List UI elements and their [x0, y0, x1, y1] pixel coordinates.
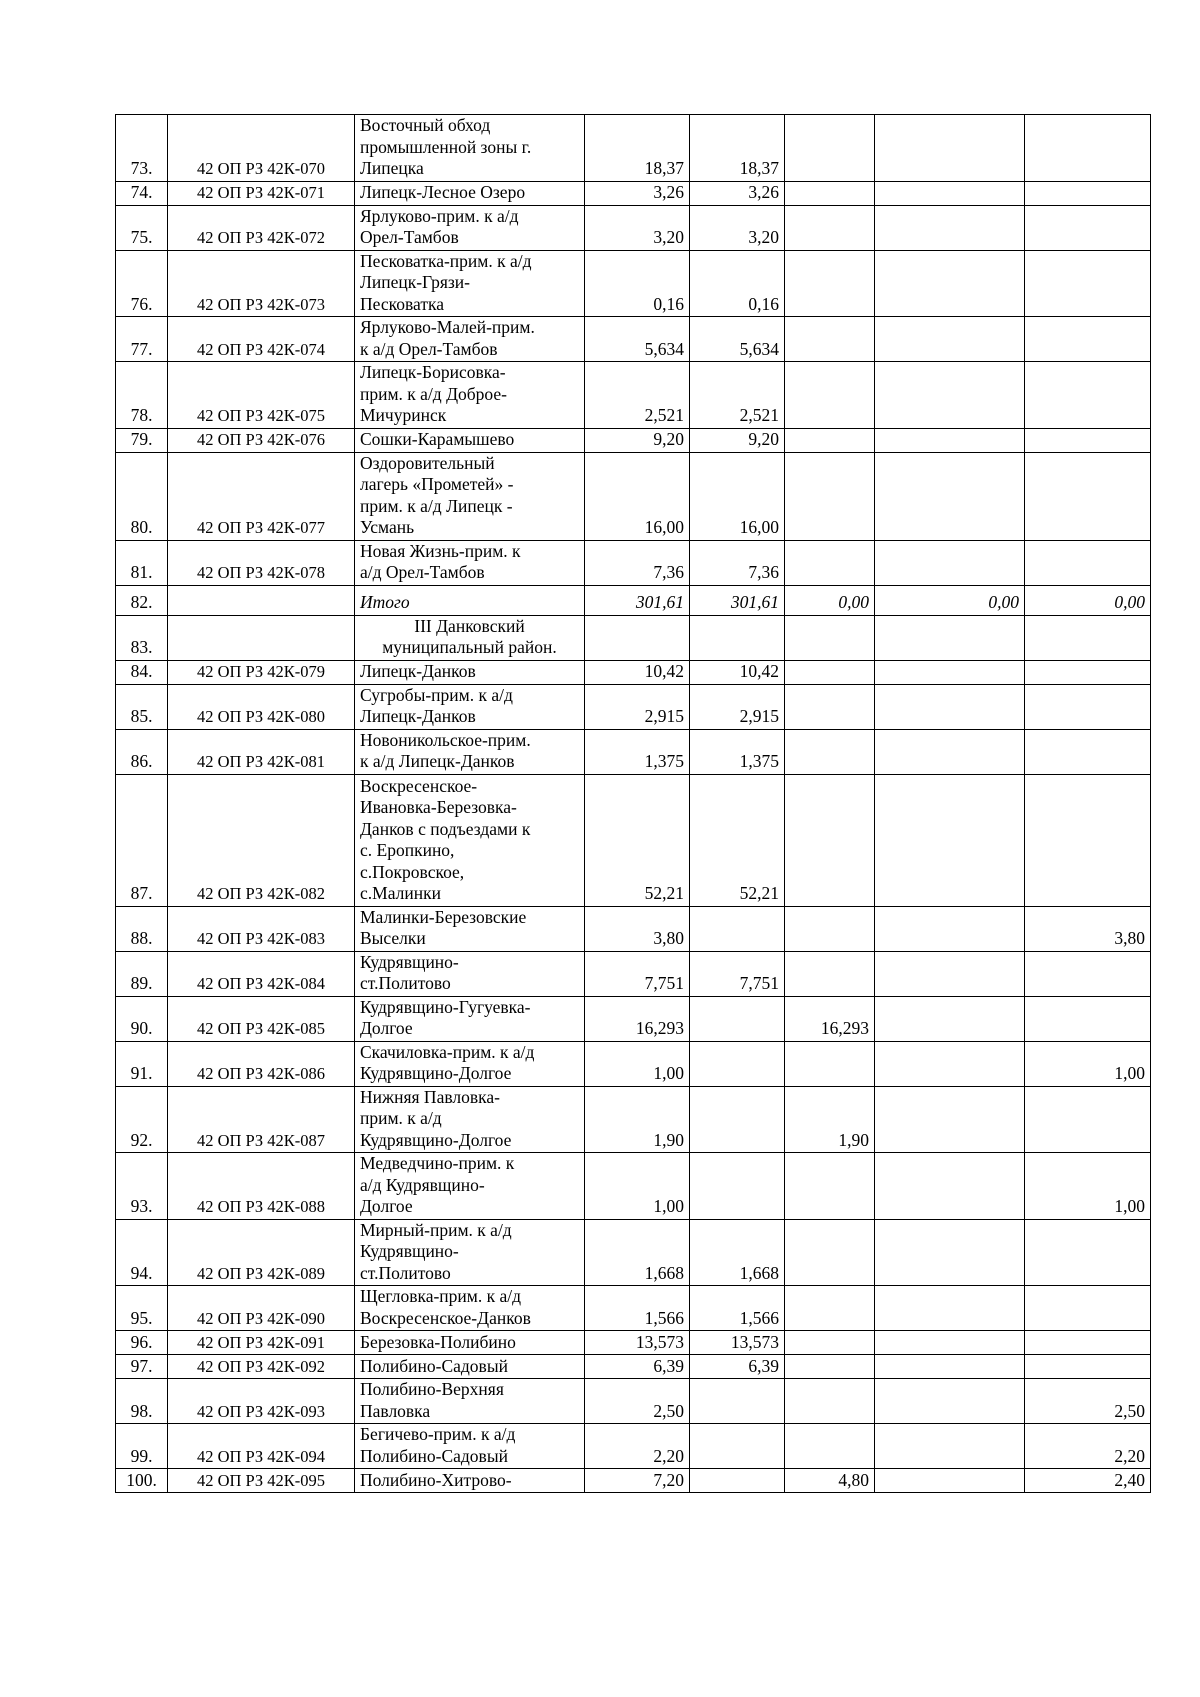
total-length-cell: 1,375 [585, 729, 690, 774]
length-col4-cell: 1,00 [1025, 1153, 1151, 1220]
table-row [116, 585, 1151, 615]
road-code-cell: 42 ОП РЗ 42К-077 [168, 452, 355, 540]
length-col4-cell [1025, 362, 1151, 429]
total-length-cell: 0,16 [585, 250, 690, 317]
row-number-cell: 91. [116, 1041, 168, 1086]
road-name-cell: Мирный-прим. к а/д Кудрявщино- ст.Политово [355, 1219, 585, 1286]
road-name-cell: Полибино-Хитрово- [355, 1469, 585, 1493]
total-length-cell: 1,566 [585, 1286, 690, 1331]
length-col4-cell [1025, 428, 1151, 452]
table-row [116, 362, 1151, 429]
length-col2-cell [785, 181, 875, 205]
road-code-cell: 42 ОП РЗ 42К-089 [168, 1219, 355, 1286]
length-col4-cell [1025, 1286, 1151, 1331]
length-col4-cell: 2,40 [1025, 1469, 1151, 1493]
length-col4-cell [1025, 615, 1151, 660]
length-col2-cell [785, 660, 875, 684]
length-col1-cell: 5,634 [690, 317, 785, 362]
length-col2-cell [785, 205, 875, 250]
length-col1-cell [690, 1041, 785, 1086]
length-col2-cell [785, 452, 875, 540]
road-name-cell: Итого [355, 585, 585, 615]
length-col3-cell [875, 181, 1025, 205]
length-col1-cell: 7,36 [690, 540, 785, 585]
row-number-cell: 73. [116, 115, 168, 182]
length-col4-cell [1025, 205, 1151, 250]
length-col3-cell [875, 906, 1025, 951]
road-code-cell: 42 ОП РЗ 42К-084 [168, 951, 355, 996]
table-row [116, 452, 1151, 540]
road-code-cell: 42 ОП РЗ 42К-072 [168, 205, 355, 250]
road-name-cell: Полибино-Садовый [355, 1355, 585, 1379]
length-col3-cell [875, 1086, 1025, 1153]
length-col2-cell: 1,90 [785, 1086, 875, 1153]
row-number-cell: 94. [116, 1219, 168, 1286]
table-row [116, 1424, 1151, 1469]
road-code-cell: 42 ОП РЗ 42К-081 [168, 729, 355, 774]
length-col1-cell: 301,61 [690, 585, 785, 615]
length-col2-cell [785, 250, 875, 317]
length-col2-cell [785, 1153, 875, 1220]
length-col2-cell [785, 428, 875, 452]
road-code-cell: 42 ОП РЗ 42К-090 [168, 1286, 355, 1331]
total-length-cell: 52,21 [585, 774, 690, 906]
road-code-cell: 42 ОП РЗ 42К-095 [168, 1469, 355, 1493]
total-length-cell: 2,50 [585, 1379, 690, 1424]
total-length-cell: 1,90 [585, 1086, 690, 1153]
length-col4-cell: 3,80 [1025, 906, 1151, 951]
road-code-cell: 42 ОП РЗ 42К-085 [168, 996, 355, 1041]
row-number-cell: 92. [116, 1086, 168, 1153]
length-col4-cell [1025, 452, 1151, 540]
row-number-cell: 79. [116, 428, 168, 452]
length-col4-cell [1025, 115, 1151, 182]
length-col4-cell: 2,50 [1025, 1379, 1151, 1424]
length-col1-cell: 3,26 [690, 181, 785, 205]
length-col2-cell [785, 317, 875, 362]
length-col1-cell: 6,39 [690, 1355, 785, 1379]
length-col3-cell [875, 317, 1025, 362]
road-name-cell: Кудрявщино- ст.Политово [355, 951, 585, 996]
length-col3-cell [875, 1286, 1025, 1331]
length-col2-cell [785, 774, 875, 906]
length-col1-cell [690, 1469, 785, 1493]
length-col1-cell: 2,521 [690, 362, 785, 429]
length-col3-cell [875, 1355, 1025, 1379]
length-col2-cell [785, 362, 875, 429]
road-name-cell: Новая Жизнь-прим. к а/д Орел-Тамбов [355, 540, 585, 585]
length-col3-cell [875, 362, 1025, 429]
length-col2-cell [785, 1041, 875, 1086]
road-code-cell: 42 ОП РЗ 42К-080 [168, 684, 355, 729]
row-number-cell: 87. [116, 774, 168, 906]
total-length-cell: 1,00 [585, 1153, 690, 1220]
length-col3-cell [875, 774, 1025, 906]
table-row [116, 774, 1151, 906]
length-col1-cell: 3,20 [690, 205, 785, 250]
total-length-cell: 5,634 [585, 317, 690, 362]
table-row [116, 205, 1151, 250]
table-row [116, 1379, 1151, 1424]
length-col1-cell: 1,566 [690, 1286, 785, 1331]
length-col2-cell [785, 540, 875, 585]
road-code-cell: 42 ОП РЗ 42К-093 [168, 1379, 355, 1424]
length-col3-cell [875, 1041, 1025, 1086]
length-col1-cell [690, 1086, 785, 1153]
length-col2-cell [785, 1424, 875, 1469]
length-col2-cell [785, 1379, 875, 1424]
total-length-cell: 2,915 [585, 684, 690, 729]
length-col1-cell [690, 1153, 785, 1220]
length-col4-cell [1025, 250, 1151, 317]
road-code-cell: 42 ОП РЗ 42К-078 [168, 540, 355, 585]
length-col1-cell [690, 1379, 785, 1424]
road-name-cell: Малинки-Березовские Выселки [355, 906, 585, 951]
road-code-cell [168, 585, 355, 615]
length-col1-cell [690, 906, 785, 951]
table-row [116, 1041, 1151, 1086]
table-row [116, 540, 1151, 585]
table-row [116, 951, 1151, 996]
length-col2-cell: 16,293 [785, 996, 875, 1041]
length-col1-cell: 18,37 [690, 115, 785, 182]
length-col2-cell [785, 906, 875, 951]
length-col3-cell [875, 205, 1025, 250]
table-row [116, 428, 1151, 452]
table-row [116, 729, 1151, 774]
row-number-cell: 80. [116, 452, 168, 540]
table-row [116, 317, 1151, 362]
length-col4-cell [1025, 1219, 1151, 1286]
row-number-cell: 93. [116, 1153, 168, 1220]
length-col3-cell: 0,00 [875, 585, 1025, 615]
road-code-cell [168, 615, 355, 660]
row-number-cell: 96. [116, 1331, 168, 1355]
total-length-cell: 1,668 [585, 1219, 690, 1286]
road-name-cell: Воскресенское- Ивановка-Березовка- Данков с подъездами к с. Еропкино, с.Покровское, с.Малинки [355, 774, 585, 906]
road-code-cell: 42 ОП РЗ 42К-070 [168, 115, 355, 182]
length-col2-cell [785, 951, 875, 996]
table-row [116, 181, 1151, 205]
length-col1-cell [690, 1424, 785, 1469]
row-number-cell: 100. [116, 1469, 168, 1493]
length-col2-cell: 0,00 [785, 585, 875, 615]
row-number-cell: 74. [116, 181, 168, 205]
road-name-cell: Ярлуково-Малей-прим. к а/д Орел-Тамбов [355, 317, 585, 362]
road-code-cell: 42 ОП РЗ 42К-087 [168, 1086, 355, 1153]
total-length-cell: 7,36 [585, 540, 690, 585]
length-col3-cell [875, 452, 1025, 540]
total-length-cell: 7,751 [585, 951, 690, 996]
length-col3-cell [875, 615, 1025, 660]
row-number-cell: 85. [116, 684, 168, 729]
roads-table [115, 114, 1151, 1493]
road-name-cell: Березовка-Полибино [355, 1331, 585, 1355]
length-col1-cell [690, 615, 785, 660]
length-col1-cell: 0,16 [690, 250, 785, 317]
road-code-cell: 42 ОП РЗ 42К-083 [168, 906, 355, 951]
length-col3-cell [875, 1424, 1025, 1469]
total-length-cell: 2,20 [585, 1424, 690, 1469]
length-col2-cell [785, 1331, 875, 1355]
row-number-cell: 86. [116, 729, 168, 774]
row-number-cell: 77. [116, 317, 168, 362]
length-col1-cell: 2,915 [690, 684, 785, 729]
table-row [116, 250, 1151, 317]
road-name-cell: Липецк-Борисовка- прим. к а/д Доброе- Мичуринск [355, 362, 585, 429]
table-row [116, 1355, 1151, 1379]
length-col4-cell [1025, 774, 1151, 906]
length-col3-cell [875, 1331, 1025, 1355]
road-name-cell: Липецк-Данков [355, 660, 585, 684]
road-code-cell: 42 ОП РЗ 42К-088 [168, 1153, 355, 1220]
table-row [116, 115, 1151, 182]
length-col1-cell: 1,375 [690, 729, 785, 774]
table-row [116, 1331, 1151, 1355]
road-name-cell: Восточный обход промышленной зоны г. Липецка [355, 115, 585, 182]
row-number-cell: 83. [116, 615, 168, 660]
length-col4-cell [1025, 684, 1151, 729]
length-col3-cell [875, 1153, 1025, 1220]
road-name-cell: Оздоровительный лагерь «Прометей» - прим. к а/д Липецк - Усмань [355, 452, 585, 540]
length-col4-cell: 2,20 [1025, 1424, 1151, 1469]
length-col1-cell: 52,21 [690, 774, 785, 906]
total-length-cell: 3,20 [585, 205, 690, 250]
road-name-cell: Кудрявщино-Гугуевка- Долгое [355, 996, 585, 1041]
length-col4-cell [1025, 1355, 1151, 1379]
road-name-cell: Сошки-Карамышево [355, 428, 585, 452]
total-length-cell: 301,61 [585, 585, 690, 615]
road-name-cell: Липецк-Лесное Озеро [355, 181, 585, 205]
length-col4-cell: 0,00 [1025, 585, 1151, 615]
length-col1-cell: 16,00 [690, 452, 785, 540]
length-col1-cell: 10,42 [690, 660, 785, 684]
length-col4-cell [1025, 951, 1151, 996]
table-row [116, 1219, 1151, 1286]
length-col3-cell [875, 540, 1025, 585]
length-col3-cell [875, 660, 1025, 684]
length-col2-cell [785, 729, 875, 774]
row-number-cell: 88. [116, 906, 168, 951]
row-number-cell: 81. [116, 540, 168, 585]
length-col4-cell [1025, 540, 1151, 585]
length-col3-cell [875, 1219, 1025, 1286]
length-col4-cell [1025, 660, 1151, 684]
row-number-cell: 75. [116, 205, 168, 250]
row-number-cell: 90. [116, 996, 168, 1041]
road-name-cell: Скачиловка-прим. к а/д Кудрявщино-Долгое [355, 1041, 585, 1086]
length-col1-cell: 1,668 [690, 1219, 785, 1286]
table-row [116, 996, 1151, 1041]
road-name-cell: Бегичево-прим. к а/д Полибино-Садовый [355, 1424, 585, 1469]
length-col2-cell [785, 1286, 875, 1331]
length-col4-cell [1025, 729, 1151, 774]
road-code-cell: 42 ОП РЗ 42К-071 [168, 181, 355, 205]
row-number-cell: 78. [116, 362, 168, 429]
road-code-cell: 42 ОП РЗ 42К-094 [168, 1424, 355, 1469]
table-row [116, 1469, 1151, 1493]
length-col1-cell [690, 996, 785, 1041]
length-col3-cell [875, 428, 1025, 452]
table-row [116, 684, 1151, 729]
road-name-cell: Песковатка-прим. к а/д Липецк-Грязи- Песковатка [355, 250, 585, 317]
total-length-cell: 7,20 [585, 1469, 690, 1493]
total-length-cell: 3,26 [585, 181, 690, 205]
road-name-cell: Полибино-Верхняя Павловка [355, 1379, 585, 1424]
length-col4-cell [1025, 317, 1151, 362]
length-col3-cell [875, 1469, 1025, 1493]
road-name-cell: III Данковский муниципальный район. [355, 615, 585, 660]
length-col2-cell [785, 684, 875, 729]
table-row [116, 660, 1151, 684]
table-row [116, 1086, 1151, 1153]
road-code-cell: 42 ОП РЗ 42К-073 [168, 250, 355, 317]
length-col3-cell [875, 951, 1025, 996]
road-name-cell: Щегловка-прим. к а/д Воскресенское-Данков [355, 1286, 585, 1331]
road-name-cell: Сугробы-прим. к а/д Липецк-Данков [355, 684, 585, 729]
length-col1-cell: 7,751 [690, 951, 785, 996]
length-col4-cell [1025, 1086, 1151, 1153]
row-number-cell: 76. [116, 250, 168, 317]
road-code-cell: 42 ОП РЗ 42К-074 [168, 317, 355, 362]
road-name-cell: Медведчино-прим. к а/д Кудрявщино- Долгое [355, 1153, 585, 1220]
road-name-cell: Ярлуково-прим. к а/д Орел-Тамбов [355, 205, 585, 250]
length-col3-cell [875, 729, 1025, 774]
row-number-cell: 97. [116, 1355, 168, 1379]
length-col3-cell [875, 115, 1025, 182]
length-col2-cell [785, 115, 875, 182]
total-length-cell: 6,39 [585, 1355, 690, 1379]
length-col4-cell [1025, 1331, 1151, 1355]
length-col4-cell [1025, 996, 1151, 1041]
total-length-cell: 2,521 [585, 362, 690, 429]
length-col1-cell: 9,20 [690, 428, 785, 452]
total-length-cell: 16,293 [585, 996, 690, 1041]
length-col3-cell [875, 1379, 1025, 1424]
road-code-cell: 42 ОП РЗ 42К-092 [168, 1355, 355, 1379]
total-length-cell: 16,00 [585, 452, 690, 540]
total-length-cell [585, 615, 690, 660]
total-length-cell: 18,37 [585, 115, 690, 182]
table-row [116, 1286, 1151, 1331]
road-code-cell: 42 ОП РЗ 42К-075 [168, 362, 355, 429]
total-length-cell: 3,80 [585, 906, 690, 951]
table-row [116, 1153, 1151, 1220]
length-col3-cell [875, 250, 1025, 317]
table-body [116, 115, 1151, 1493]
road-code-cell: 42 ОП РЗ 42К-079 [168, 660, 355, 684]
length-col2-cell [785, 615, 875, 660]
length-col3-cell [875, 996, 1025, 1041]
table-row [116, 615, 1151, 660]
road-code-cell: 42 ОП РЗ 42К-086 [168, 1041, 355, 1086]
length-col3-cell [875, 684, 1025, 729]
road-code-cell: 42 ОП РЗ 42К-091 [168, 1331, 355, 1355]
total-length-cell: 1,00 [585, 1041, 690, 1086]
total-length-cell: 9,20 [585, 428, 690, 452]
row-number-cell: 89. [116, 951, 168, 996]
row-number-cell: 99. [116, 1424, 168, 1469]
row-number-cell: 84. [116, 660, 168, 684]
length-col2-cell: 4,80 [785, 1469, 875, 1493]
road-name-cell: Новоникольское-прим. к а/д Липецк-Данков [355, 729, 585, 774]
length-col4-cell: 1,00 [1025, 1041, 1151, 1086]
road-name-cell: Нижняя Павловка- прим. к а/д Кудрявщино-Долгое [355, 1086, 585, 1153]
road-code-cell: 42 ОП РЗ 42К-076 [168, 428, 355, 452]
total-length-cell: 10,42 [585, 660, 690, 684]
row-number-cell: 82. [116, 585, 168, 615]
length-col2-cell [785, 1219, 875, 1286]
road-code-cell: 42 ОП РЗ 42К-082 [168, 774, 355, 906]
length-col1-cell: 13,573 [690, 1331, 785, 1355]
length-col4-cell [1025, 181, 1151, 205]
row-number-cell: 95. [116, 1286, 168, 1331]
table-row [116, 906, 1151, 951]
length-col2-cell [785, 1355, 875, 1379]
total-length-cell: 13,573 [585, 1331, 690, 1355]
row-number-cell: 98. [116, 1379, 168, 1424]
